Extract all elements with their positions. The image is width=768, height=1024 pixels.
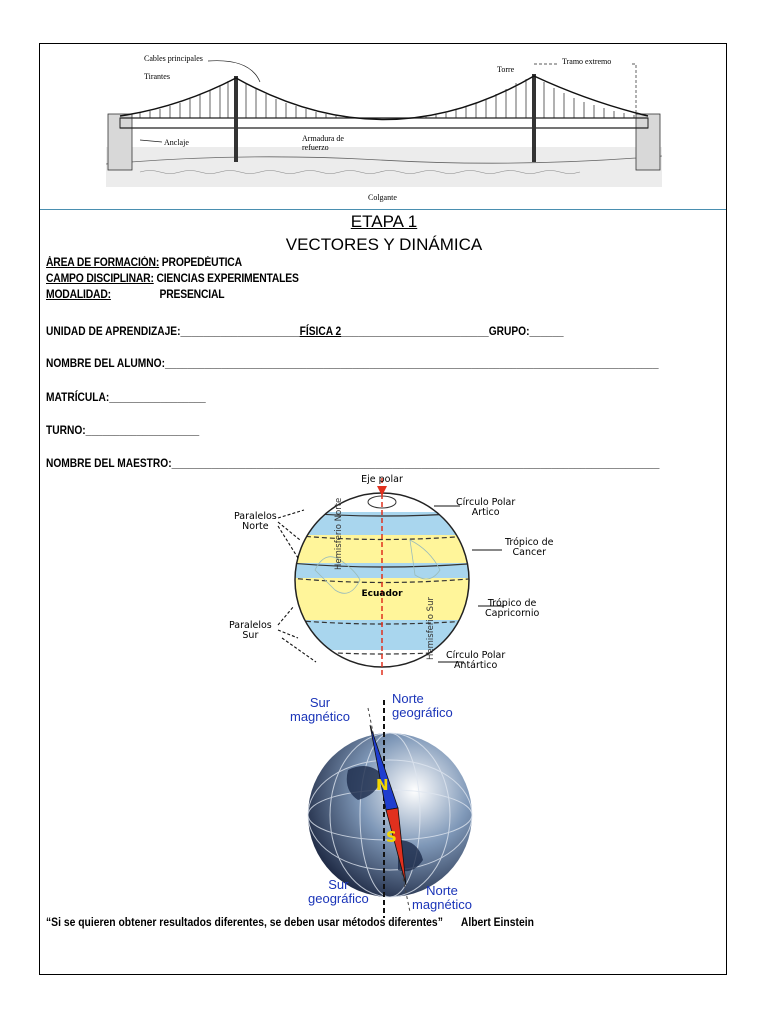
campo-value: CIENCIAS EXPERIMENTALES [156,273,299,285]
modalidad-row [46,289,224,301]
area-label: ÁREA DE FORMACIÓN: [46,257,160,269]
nombre-maestro-blank[interactable]: ______________________________________________________________________________________ [171,456,660,470]
svg-text:Tramo extremo: Tramo extremo [562,57,612,66]
nombre-maestro-row[interactable] [46,456,659,470]
matricula-row[interactable] [46,390,206,404]
campo-label: CAMPO DISCIPLINAR: [46,273,154,285]
modalidad-value: PRESENCIAL [159,289,225,301]
right-tower [532,74,536,162]
svg-text:refuerzo: refuerzo [302,143,329,152]
quote-text: “Si se quieren obtener resultados diferentes, se deben usar métodos diferentes” [46,917,443,929]
circulo-polar-antartico-label: Círculo Polar Antártico [446,650,506,671]
area-value: PROPEDÉUTICA [161,257,242,269]
matricula-blank[interactable]: _________________ [109,390,206,404]
unidad-row[interactable] [46,324,564,338]
ecuador-label: Ecuador [361,589,403,599]
nombre-alumno-label: NOMBRE DEL ALUMNO: [46,356,165,370]
area-row [46,257,242,269]
paralelos-sur-label: Paralelos Sur [229,620,272,641]
sur-geografico-label: Sur geográfico [308,877,369,907]
modalidad-label: MODALIDAD: [46,289,111,301]
turno-row[interactable] [46,423,199,437]
nombre-maestro-label: NOMBRE DEL MAESTRO: [46,456,172,470]
hemisferio-norte-label: Hemisferio Norte [334,497,344,570]
svg-text:Cables principales: Cables principales [144,54,203,63]
subtitle: VECTORES Y DINÁMICA [285,235,483,254]
quote-author: Albert Einstein [460,917,534,929]
main-cable [120,76,648,120]
nombre-alumno-row[interactable] [46,356,659,370]
tropico-cancer-label: Trópico de Cancer [505,537,554,558]
unidad-blank2[interactable]: __________________________ [341,324,489,338]
eje-polar-label: Eje polar [361,474,403,485]
grupo-blank[interactable]: ______ [529,324,564,338]
hangers [140,79,634,118]
sur-magnetico-label: Sur magnético [290,695,350,725]
unidad-label: UNIDAD DE APRENDIZAJE: [46,324,181,338]
turno-blank[interactable]: ____________________ [85,423,200,437]
svg-text:Anclaje: Anclaje [164,138,189,147]
paralelos-norte-label: Paralelos Norte [234,511,277,532]
norte-geografico-label: Norte geográfico [392,691,453,721]
section-divider [40,209,726,210]
svg-text:Armadura de: Armadura de [302,134,344,143]
hemisferio-sur-label: Hemisferio Sur [426,597,436,660]
svg-text:Torre: Torre [497,65,515,74]
tropico-capricornio-label: Trópico de Capricornio [485,598,540,619]
etapa-title: ETAPA 1 [350,212,418,231]
svg-text:Tirantes: Tirantes [144,72,170,81]
unidad-blank[interactable]: _____________________ [180,324,300,338]
n-label: N [376,776,389,794]
s-label: S [386,828,397,846]
left-tower [234,76,238,162]
unidad-value: FÍSICA 2 [299,324,342,338]
ground [106,147,662,187]
suspension-bridge-illustration [100,52,670,204]
north-tropic-band [290,535,480,563]
matricula-label: MATRÍCULA: [46,390,110,404]
south-tropic-band [290,578,480,620]
grupo-label: GRUPO: [488,324,530,338]
nombre-alumno-blank[interactable]: _______________________________________________________________________________________ [165,356,659,370]
circulo-polar-artico-label: Círculo Polar Artico [456,497,516,518]
quote-line [46,917,534,929]
campo-row [46,273,299,285]
svg-text:Colgante: Colgante [368,193,397,202]
turno-label: TURNO: [46,423,86,437]
norte-magnetico-label: Norte magnético [412,883,472,913]
